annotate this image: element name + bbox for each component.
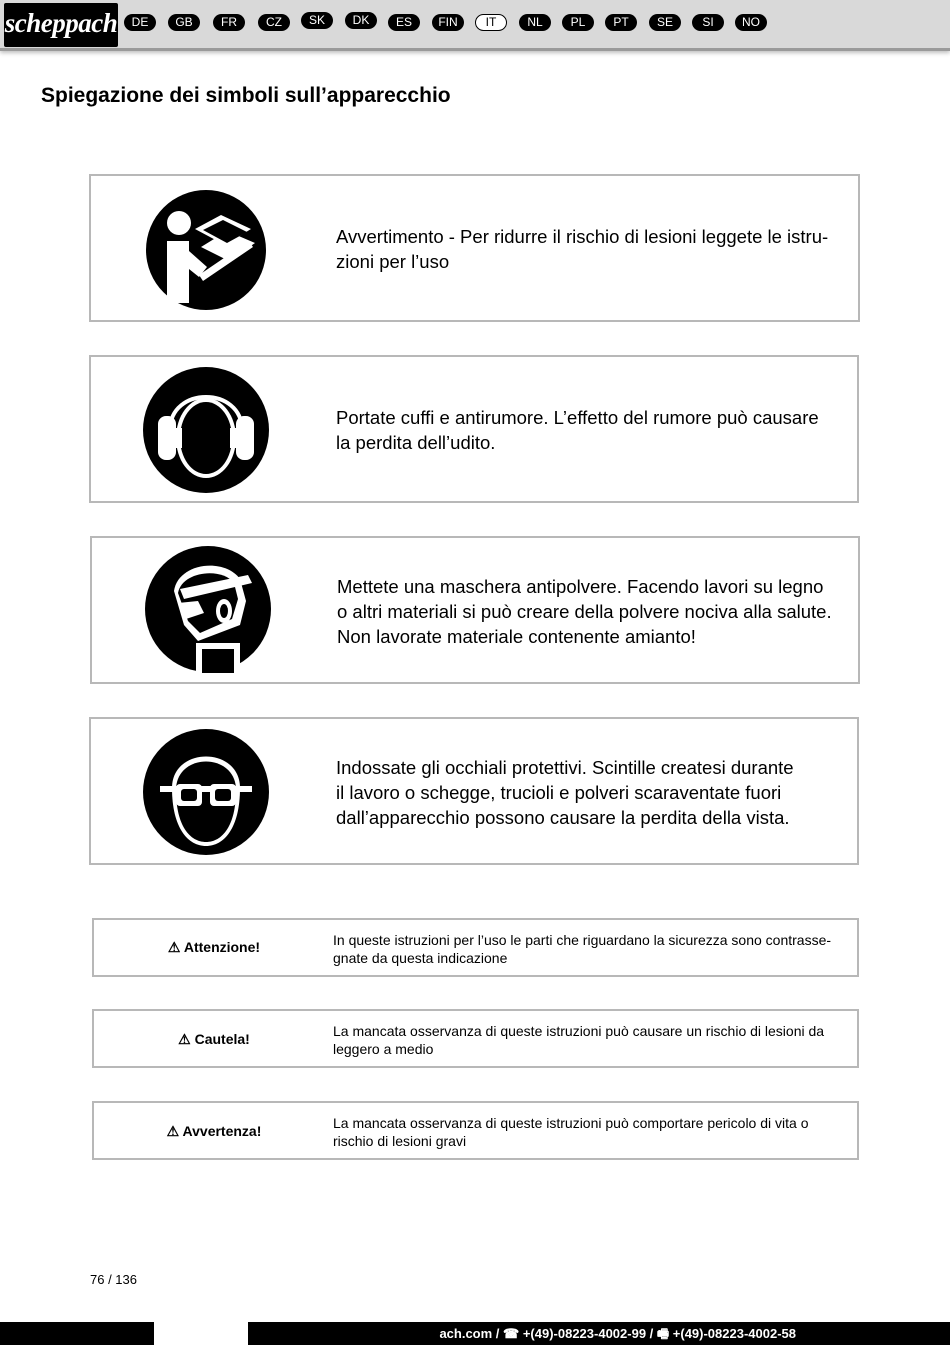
lang-tab-fr[interactable]: FR [213,14,245,31]
lang-tab-pt[interactable]: PT [605,14,637,31]
lang-tab-nl[interactable]: NL [519,14,551,31]
symbol-text-read-manual [336,224,828,274]
header-bar [0,0,950,51]
footer-contact: ach.com / ☎ +(49)-08223-4002-99 / 🖷 +(49)-08223-4002-58 [439,1326,796,1341]
warning-box-avvertenza [92,1101,859,1160]
text-line: rischio di lesioni gravi [333,1133,467,1149]
text-line: o altri materiali si può creare della polvere nociva alla salute. [337,601,832,622]
footer-gap [154,1322,248,1345]
lang-tab-it[interactable]: IT [475,14,507,31]
warning-box-cautela [92,1009,859,1068]
lang-tab-fin[interactable]: FIN [432,14,464,31]
lang-tab-cz[interactable]: CZ [258,14,290,31]
symbol-box-safety-goggles [89,717,859,865]
symbol-text-dust-mask [337,574,832,649]
lang-tab-dk[interactable]: DK [345,12,377,29]
warning-text-attenzione [333,931,848,967]
text-line: La mancata osservanza di queste istruzioni può causare un rischio di lesioni da [333,1023,825,1039]
lang-tab-pl[interactable]: PL [562,14,594,31]
text-line: il lavoro o schegge, trucioli e polveri scaraventate fuori [336,782,782,803]
dust-mask-icon [144,545,272,673]
symbol-box-ear-protection [89,355,859,503]
warning-label-avvertenza: ⚠ Avvertenza! [166,1123,262,1139]
text-line: gnate da questa indicazione [333,950,508,966]
warning-text-avvertenza [333,1114,848,1150]
text-line: Portate cuffi e antirumore. L’effetto del rumore può causare [336,407,819,428]
lang-tab-no[interactable]: NO [735,14,767,31]
warning-text-cautela [333,1022,848,1058]
warning-label-cautela: ⚠ Cautela! [178,1031,250,1047]
scheppach-logo [4,3,118,47]
text-line: La mancata osservanza di queste istruzioni può comportare pericolo di vita o [333,1115,809,1131]
read-manual-icon [145,189,267,311]
text-line: zioni per l’uso [336,251,450,272]
text-line: dall’apparecchio possono causare la perdita della vista. [336,807,790,828]
safety-goggles-icon [142,728,270,856]
text-line: leggero a medio [333,1041,434,1057]
text-line: Indossate gli occhiali protettivi. Scintille createsi durante [336,757,794,778]
lang-tab-se[interactable]: SE [649,14,681,31]
lang-tab-si[interactable]: SI [692,14,724,31]
lang-tab-de[interactable]: DE [124,14,156,31]
text-line: la perdita dell’udito. [336,432,496,453]
lang-tab-es[interactable]: ES [388,14,420,31]
logo-text: scheppach [4,8,118,38]
symbol-text-safety-goggles [336,755,794,830]
warning-label-attenzione: ⚠ Attenzione! [167,939,261,955]
symbol-box-read-manual [89,174,860,322]
symbol-box-dust-mask [90,536,860,684]
symbol-text-ear-protection [336,405,819,455]
page-title: Spiegazione dei simboli sull’apparecchio [41,84,451,107]
text-line: Avvertimento - Per ridurre il rischio di lesioni leggete le istru- [336,226,829,247]
text-line: In queste istruzioni per l’uso le parti che riguardano la sicurezza sono contrasse- [333,932,832,948]
ear-protection-icon [142,366,270,494]
text-line: Mettete una maschera antipolvere. Facendo lavori su legno [337,576,824,597]
page-number: 76 / 136 [90,1272,137,1287]
text-line: Non lavorate materiale contenente amianto! [337,626,696,647]
lang-tab-sk[interactable]: SK [301,12,333,29]
warning-box-attenzione [92,918,859,977]
footer-bar [0,1322,950,1345]
lang-tab-gb[interactable]: GB [168,14,200,31]
